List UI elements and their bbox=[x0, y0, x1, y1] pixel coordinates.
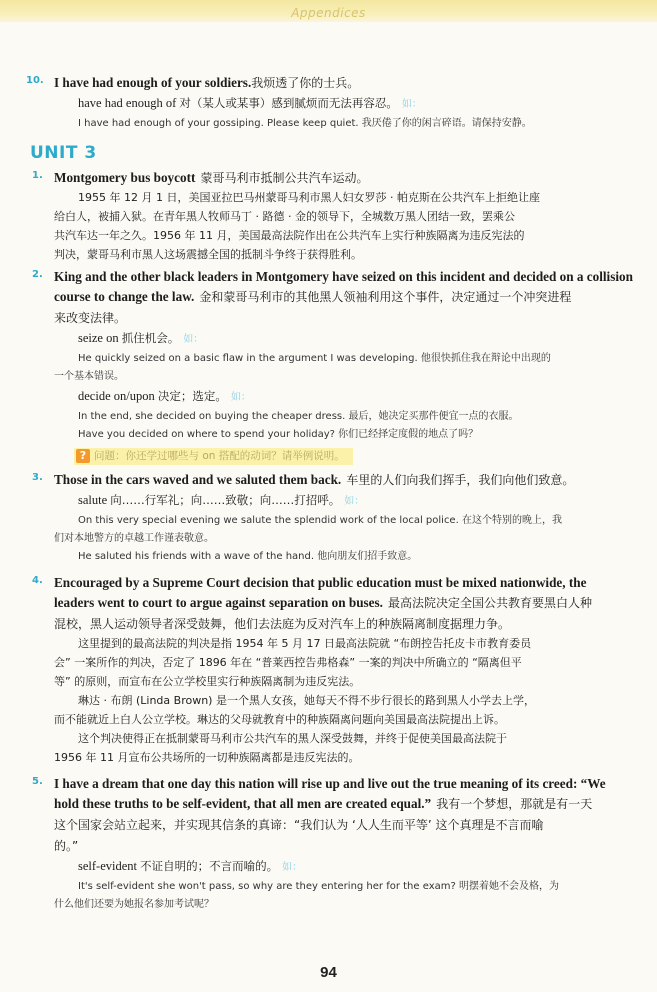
example-tag: 如： bbox=[401, 99, 422, 110]
item-title-en: course to change the law. bbox=[54, 289, 195, 304]
note-item-4 bbox=[32, 572, 621, 767]
phrase: seize on bbox=[78, 331, 119, 345]
example-sentence: I have had enough of your gossiping. Please keep quiet. 我厌倦了你的闲言碎语。请保持安静。 bbox=[78, 118, 532, 129]
page-content bbox=[26, 72, 633, 914]
item-title-cn: 车里的人们向我们挥手，我们向他们致意。 bbox=[346, 473, 575, 487]
explanation-line: 琳达 · 布朗 (Linda Brown) 是一个黑人女孩，她每天不得不步行很长的路到黑人小学去上学， bbox=[78, 694, 535, 707]
explanation-line: 而不能就近上白人公立学校。琳达的父母就教育中的种族隔离问题向美国最高法院提出上诉。 bbox=[54, 713, 505, 726]
example-tag: 如： bbox=[282, 862, 303, 873]
item-title-cn: 的。” bbox=[54, 839, 79, 853]
item-title-cn: 我烦透了你的士兵。 bbox=[251, 76, 360, 90]
phrase-meaning: 决定；选定。 bbox=[157, 389, 227, 403]
example-sentence: It's self-evident she won't pass, so why are they entering her for the exam? 明摆着她不会及格，为 bbox=[78, 881, 559, 892]
unit-heading: UNIT 3 bbox=[30, 143, 97, 163]
question-icon: ? bbox=[76, 449, 90, 463]
item-title-cn: 来改变法律。 bbox=[54, 311, 127, 325]
question-text: 问题：你还学过哪些与 on 搭配的动词？请举例说明。 bbox=[94, 450, 345, 462]
explanation-line: 这个判决使得正在抵制蒙哥马利市公共汽车的黑人深受鼓舞，并终于促使美国最高法院于 bbox=[78, 732, 507, 745]
explanation-line: 等” 的原则，而宣布在公立学校里实行种族隔离制为违反宪法。 bbox=[54, 675, 361, 688]
explanation-line: 1956 年 11 月宣布公共场所的一切种族隔离都是违反宪法的。 bbox=[54, 751, 360, 764]
explanation-line: 判决，蒙哥马利市黑人这场震撼全国的抵制斗争终于获得胜利。 bbox=[54, 248, 362, 261]
item-title-cn: 我有一个梦想，那就是有一天 bbox=[436, 797, 593, 811]
note-item-10 bbox=[26, 72, 621, 133]
item-number: 4. bbox=[32, 575, 43, 586]
phrase: decide on/upon bbox=[78, 389, 155, 403]
example-sentence: 一个基本错误。 bbox=[54, 371, 124, 382]
item-title-cn: 蒙哥马利市抵制公共汽车运动。 bbox=[200, 171, 369, 185]
page-number: 94 bbox=[320, 964, 337, 981]
example-sentence: He saluted his friends with a wave of the hand. 他向朋友们招手致意。 bbox=[78, 551, 418, 562]
example-sentence: He quickly seized on a basic flaw in the argument I was developing. 他很快抓住我在辩论中出现的 bbox=[78, 353, 551, 364]
example-tag: 如： bbox=[183, 334, 204, 345]
running-title: Appendices bbox=[291, 6, 366, 20]
note-item-3 bbox=[32, 469, 621, 566]
example-sentence: 们对本地警方的卓越工作谨表敬意。 bbox=[54, 533, 214, 544]
item-title-en: hold these truths to be self-evident, that all men are created equal.” bbox=[54, 796, 432, 811]
item-number: 2. bbox=[32, 269, 43, 280]
phrase-meaning: 不证自明的；不言而喻的。 bbox=[140, 859, 279, 873]
item-title-en: Those in the cars waved and we saluted them back. bbox=[54, 472, 342, 487]
explanation-line: 1955 年 12 月 1 日，美国亚拉巴马州蒙哥马利市黑人妇女罗莎 · 帕克斯在公共汽车上拒绝让座 bbox=[78, 191, 540, 204]
item-title-en: leaders went to court to argue against separation on buses. bbox=[54, 595, 383, 610]
phrase-meaning: 抓住机会。 bbox=[121, 331, 180, 345]
explanation-line: 共汽车达一年之久。1956 年 11 月，美国最高法院作出在公共汽车上实行种族隔离为违反宪法的 bbox=[54, 229, 525, 242]
example-sentence: In the end, she decided on buying the cheaper dress. 最后，她决定买那件便宜一点的衣服。 bbox=[78, 411, 519, 422]
item-title-en: I have a dream that one day this nation will rise up and live out the true meaning of its creed: “We bbox=[54, 776, 606, 791]
item-title-en: King and the other black leaders in Montgomery have seized on this incident and decided on a collision bbox=[54, 269, 633, 284]
item-number: 3. bbox=[32, 472, 43, 483]
example-tag: 如： bbox=[230, 392, 251, 403]
phrase-meaning: 向……行军礼；向……致敬；向……打招呼。 bbox=[110, 493, 341, 507]
phrase: have had enough of bbox=[78, 96, 177, 110]
item-number: 5. bbox=[32, 776, 43, 787]
item-title-cn: 最高法院决定全国公共教育要黑白人种 bbox=[388, 596, 593, 610]
note-item-1 bbox=[32, 167, 621, 264]
item-title-en: I have had enough of your soldiers. bbox=[54, 75, 252, 90]
note-item-5 bbox=[32, 773, 621, 914]
example-sentence: 什么他们还要为她报名参加考试呢？ bbox=[54, 899, 214, 910]
item-title-cn: 混校，黑人运动领导者深受鼓舞，他们去法庭为反对汽车上的种族隔离制度据理力争。 bbox=[54, 617, 511, 631]
explanation-line: 这里提到的最高法院的判决是指 1954 年 5 月 17 日最高法院就 “布朗控告托皮卡市教育委员 bbox=[78, 637, 532, 650]
item-title-en: Montgomery bus boycott bbox=[54, 170, 196, 185]
example-sentence: Have you decided on where to spend your holiday? 你们已经择定度假的地点了吗？ bbox=[78, 429, 479, 440]
explanation-line: 会” 一案所作的判决，否定了 1896 年在 “普莱西控告弗格森” 一案的判决中所确立的 “隔离但平 bbox=[54, 656, 522, 669]
phrase: salute bbox=[78, 493, 108, 507]
item-title-cn: 金和蒙哥马利市的其他黑人领袖利用这个事件，决定通过一个冲突进程 bbox=[199, 290, 572, 304]
item-title-cn: 这个国家会站立起来，并实现其信条的真谛：“我们认为 ‘人人生而平等’ 这个真理是不言而喻 bbox=[54, 818, 544, 832]
item-number: 10. bbox=[26, 75, 44, 86]
example-sentence: On this very special evening we salute the splendid work of the local police. 在这个特别的晚上，我 bbox=[78, 515, 562, 526]
item-title-en: Encouraged by a Supreme Court decision that public education must be mixed nationwide, the bbox=[54, 575, 587, 590]
example-tag: 如： bbox=[344, 496, 365, 507]
explanation-line: 给白人，被捕入狱。在青年黑人牧师马丁 · 路德 · 金的领导下，全城数万黑人团结一致，罢乘公 bbox=[54, 210, 515, 223]
question-box bbox=[74, 448, 353, 465]
phrase: self-evident bbox=[78, 859, 138, 873]
note-item-2 bbox=[32, 266, 633, 469]
item-number: 1. bbox=[32, 170, 43, 181]
phrase-meaning: 对（某人或某事）感到腻烦而无法再容忍。 bbox=[179, 96, 398, 110]
